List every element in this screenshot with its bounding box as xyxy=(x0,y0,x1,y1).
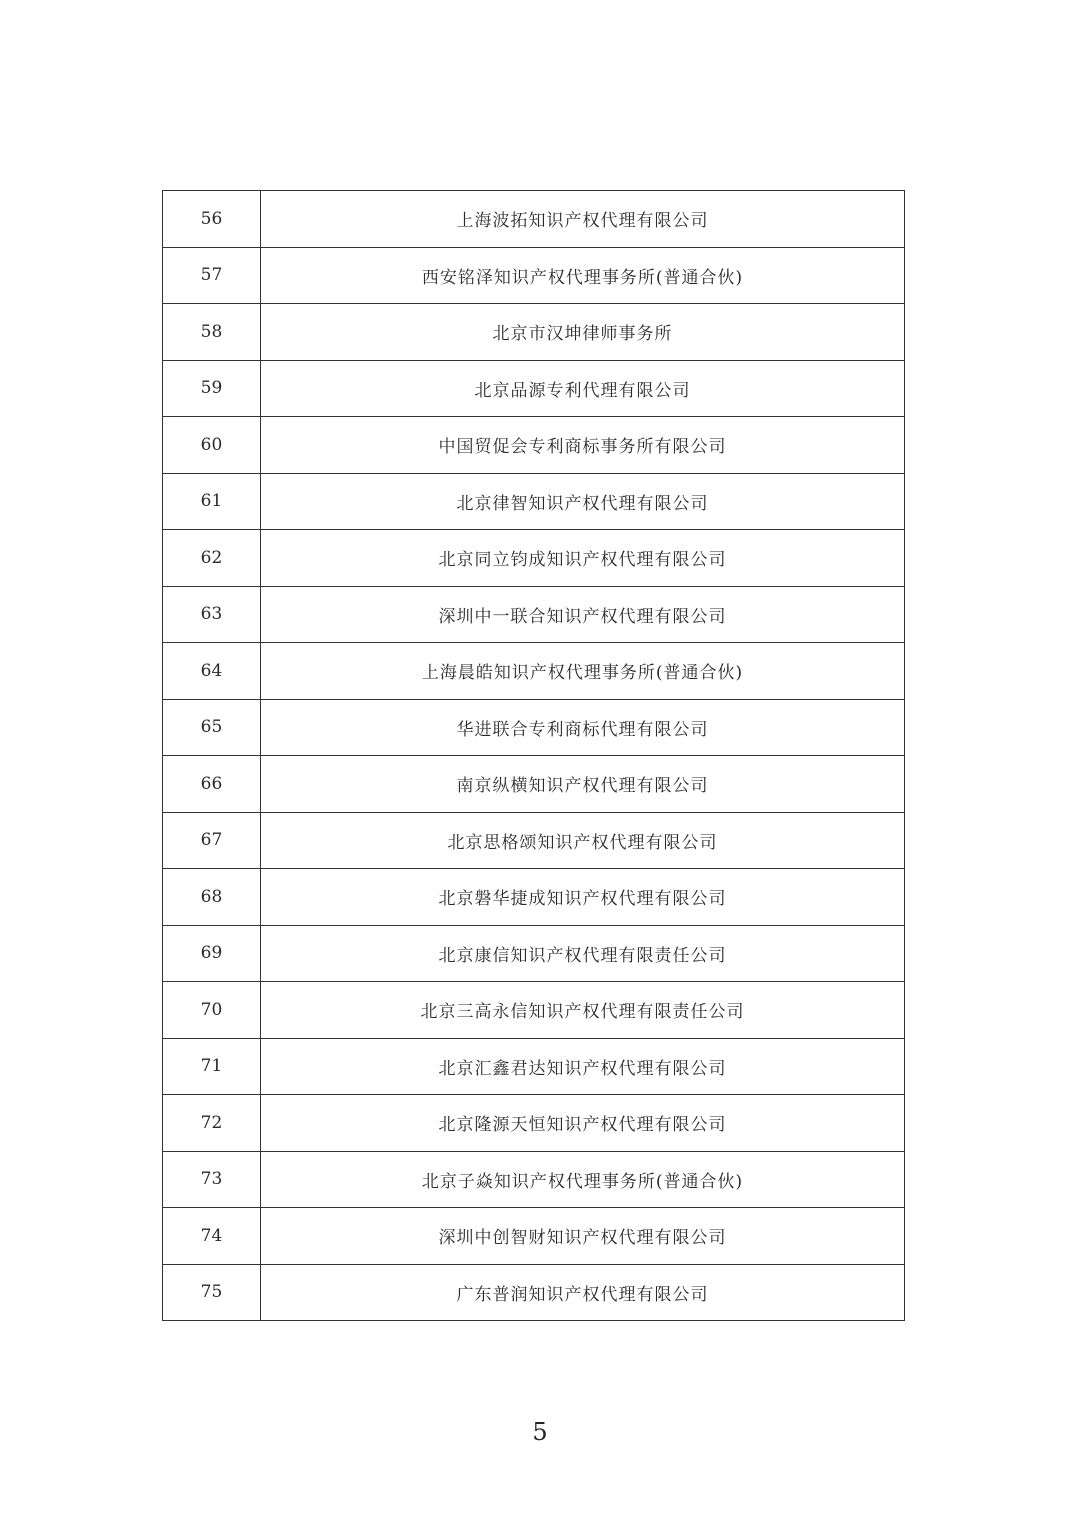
table-row xyxy=(163,473,905,530)
row-number: 68 xyxy=(163,869,261,926)
row-number: 69 xyxy=(163,925,261,982)
row-number: 70 xyxy=(163,982,261,1039)
agency-table xyxy=(162,190,905,1321)
agency-name: 北京汇鑫君达知识产权代理有限公司 xyxy=(261,1038,905,1095)
table-row xyxy=(163,586,905,643)
table-row xyxy=(163,530,905,587)
row-number: 60 xyxy=(163,417,261,474)
agency-name: 南京纵横知识产权代理有限公司 xyxy=(261,756,905,813)
row-number: 74 xyxy=(163,1208,261,1265)
table-row xyxy=(163,1095,905,1152)
row-number: 56 xyxy=(163,191,261,248)
row-number: 57 xyxy=(163,247,261,304)
table-row xyxy=(163,699,905,756)
agency-name: 北京同立钧成知识产权代理有限公司 xyxy=(261,530,905,587)
table-row xyxy=(163,925,905,982)
table-row xyxy=(163,191,905,248)
row-number: 66 xyxy=(163,756,261,813)
agency-name: 广东普润知识产权代理有限公司 xyxy=(261,1264,905,1321)
row-number: 71 xyxy=(163,1038,261,1095)
table-row xyxy=(163,643,905,700)
table-row xyxy=(163,1208,905,1265)
agency-name: 北京律智知识产权代理有限公司 xyxy=(261,473,905,530)
row-number: 63 xyxy=(163,586,261,643)
agency-name: 深圳中创智财知识产权代理有限公司 xyxy=(261,1208,905,1265)
table-row xyxy=(163,869,905,926)
agency-name: 深圳中一联合知识产权代理有限公司 xyxy=(261,586,905,643)
table-row xyxy=(163,1151,905,1208)
table-row xyxy=(163,247,905,304)
table-row xyxy=(163,417,905,474)
row-number: 67 xyxy=(163,812,261,869)
agency-name: 上海晨皓知识产权代理事务所(普通合伙) xyxy=(261,643,905,700)
agency-table-body xyxy=(163,191,905,1321)
row-number: 62 xyxy=(163,530,261,587)
agency-name: 北京磐华捷成知识产权代理有限公司 xyxy=(261,869,905,926)
agency-name: 北京隆源天恒知识产权代理有限公司 xyxy=(261,1095,905,1152)
agency-name: 中国贸促会专利商标事务所有限公司 xyxy=(261,417,905,474)
table-row xyxy=(163,756,905,813)
agency-name: 北京品源专利代理有限公司 xyxy=(261,360,905,417)
table-row xyxy=(163,1264,905,1321)
agency-name: 北京康信知识产权代理有限责任公司 xyxy=(261,925,905,982)
row-number: 72 xyxy=(163,1095,261,1152)
agency-name: 北京市汉坤律师事务所 xyxy=(261,304,905,361)
row-number: 61 xyxy=(163,473,261,530)
row-number: 73 xyxy=(163,1151,261,1208)
agency-name: 西安铭泽知识产权代理事务所(普通合伙) xyxy=(261,247,905,304)
page-number: 5 xyxy=(532,1418,548,1446)
agency-name: 北京思格颂知识产权代理有限公司 xyxy=(261,812,905,869)
row-number: 58 xyxy=(163,304,261,361)
agency-name: 北京三高永信知识产权代理有限责任公司 xyxy=(261,982,905,1039)
table-row xyxy=(163,812,905,869)
table-row xyxy=(163,1038,905,1095)
row-number: 65 xyxy=(163,699,261,756)
table-row xyxy=(163,360,905,417)
row-number: 59 xyxy=(163,360,261,417)
row-number: 75 xyxy=(163,1264,261,1321)
row-number: 64 xyxy=(163,643,261,700)
table-row xyxy=(163,982,905,1039)
agency-name: 上海波拓知识产权代理有限公司 xyxy=(261,191,905,248)
table-row xyxy=(163,304,905,361)
agency-name: 北京子焱知识产权代理事务所(普通合伙) xyxy=(261,1151,905,1208)
agency-name: 华进联合专利商标代理有限公司 xyxy=(261,699,905,756)
